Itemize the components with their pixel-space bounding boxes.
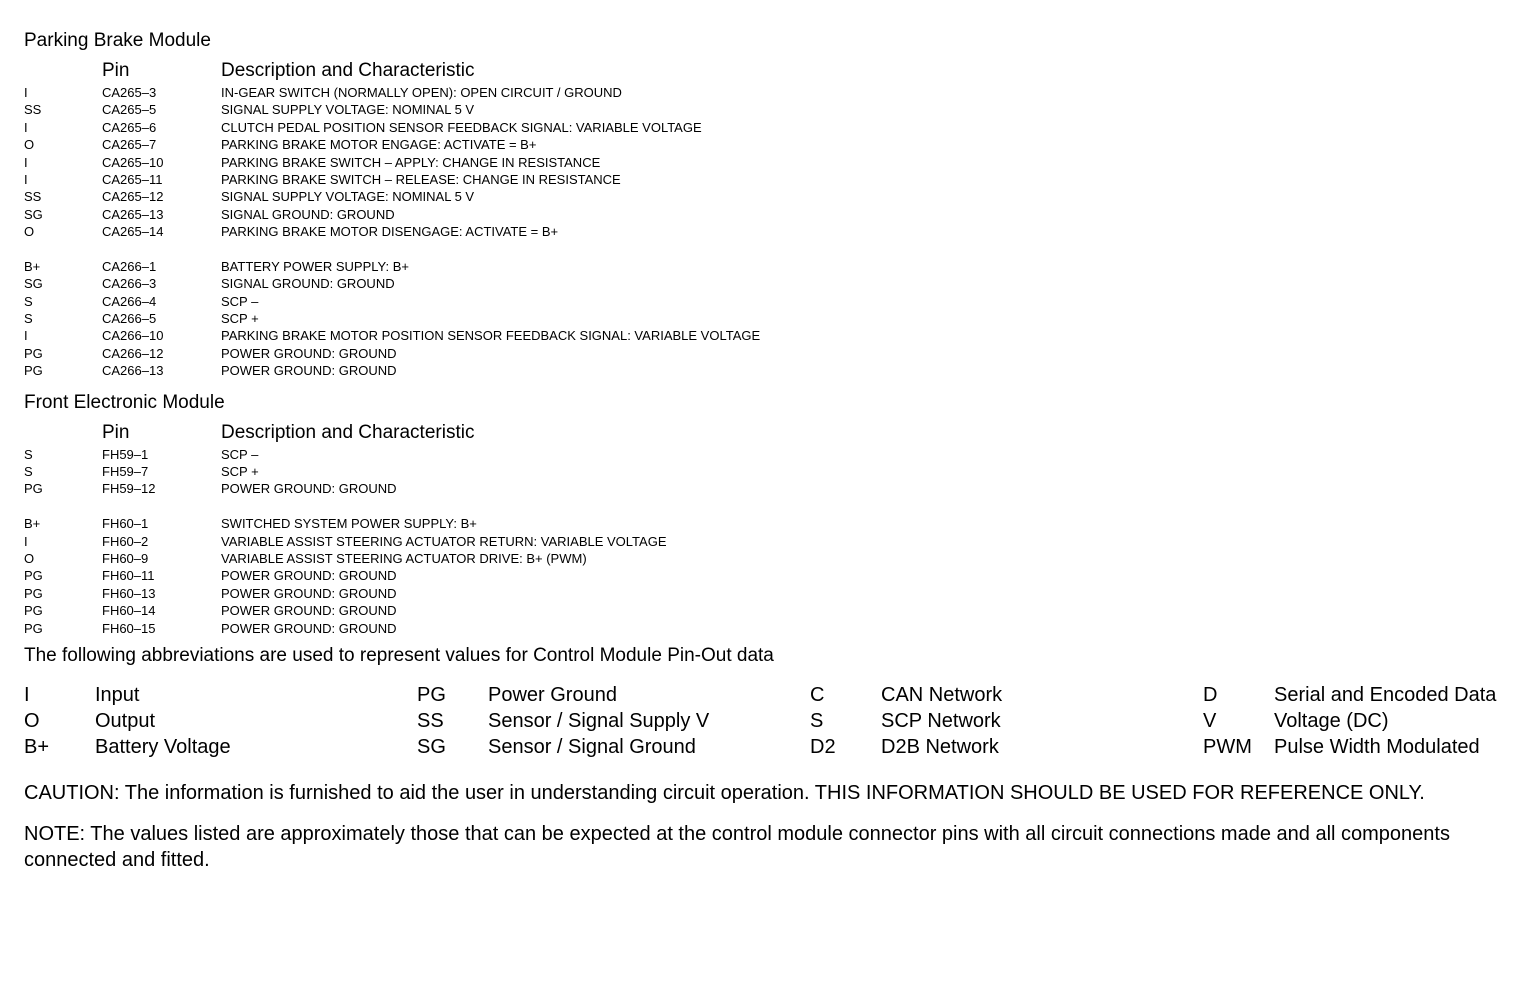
- pin-description: SIGNAL SUPPLY VOLTAGE: NOMINAL 5 V: [221, 102, 475, 118]
- pin-description: SCP +: [221, 464, 259, 480]
- pin-row: [24, 310, 1524, 327]
- pin-number: FH59–1: [102, 446, 149, 462]
- pin-description: PARKING BRAKE MOTOR ENGAGE: ACTIVATE = B+: [221, 137, 537, 153]
- pin-type-code: I: [24, 533, 28, 549]
- abbreviation-meaning: Battery Voltage: [95, 735, 231, 758]
- description-column-header: Description and Characteristic: [221, 60, 475, 81]
- pin-type-code: S: [24, 446, 33, 462]
- pin-type-code: PG: [24, 568, 43, 584]
- pin-row: [24, 480, 1524, 497]
- connector-group-spacer: [24, 498, 1524, 515]
- pin-row: [24, 136, 1524, 153]
- pin-column-header: Pin: [102, 60, 130, 81]
- abbreviation-code: D2: [810, 735, 836, 758]
- description-column-header: Description and Characteristic: [221, 421, 475, 443]
- pin-type-code: SS: [24, 102, 42, 118]
- pinout-document: [24, 30, 1524, 873]
- pin-type-code: I: [24, 85, 28, 100]
- pin-number: FH60–14: [102, 603, 156, 619]
- pin-description: POWER GROUND: GROUND: [221, 620, 397, 636]
- pin-row: [24, 533, 1524, 550]
- pin-column-header: Pin: [102, 421, 130, 443]
- abbreviation-code: C: [810, 683, 825, 706]
- abbreviation-meaning: Voltage (DC): [1274, 709, 1389, 732]
- pin-type-code: SG: [24, 276, 43, 292]
- pin-number: CA266–4: [102, 293, 157, 309]
- pin-number: CA265–13: [102, 206, 164, 222]
- pin-row: [24, 515, 1524, 532]
- pin-description: VARIABLE ASSIST STEERING ACTUATOR DRIVE: B+ (PWM): [221, 550, 587, 566]
- abbreviation-code: PWM: [1203, 735, 1252, 758]
- abbreviation-code: I: [24, 683, 30, 706]
- pin-type-code: S: [24, 464, 33, 480]
- abbreviations-title: The following abbreviations are used to represent values for Control Module Pin-Out data: [24, 644, 774, 666]
- pin-number: CA265–14: [102, 224, 164, 240]
- pin-row: [24, 154, 1524, 171]
- pin-row: [24, 223, 1524, 240]
- abbreviation-entry: [810, 682, 1203, 708]
- abbreviation-entry: [1203, 708, 1536, 734]
- abbreviation-code: S: [810, 709, 824, 732]
- module-section: [24, 392, 1524, 637]
- pin-row: [24, 275, 1524, 292]
- pin-number: FH59–12: [102, 481, 156, 497]
- pin-description: POWER GROUND: GROUND: [221, 603, 397, 619]
- pin-type-code: PG: [24, 620, 43, 636]
- section-title: Front Electronic Module: [24, 391, 225, 413]
- caution-text: CAUTION: The information is furnished to aid the user in understanding circuit operation. THIS INFORMATION SHOULD BE USED FOR REFERENCE ONLY.: [24, 781, 1425, 804]
- abbreviation-code: PG: [417, 683, 446, 706]
- abbreviation-entry: [1203, 734, 1536, 760]
- abbreviation-entry: [417, 734, 810, 760]
- pin-type-code: O: [24, 137, 35, 153]
- column-header-row: [24, 422, 1524, 444]
- pin-number: CA266–13: [102, 363, 164, 379]
- pin-number: FH60–15: [102, 620, 156, 636]
- pin-type-code: PG: [24, 345, 43, 361]
- abbreviation-meaning: Serial and Encoded Data: [1274, 683, 1497, 706]
- pin-description: SCP +: [221, 311, 259, 327]
- pin-type-code: B+: [24, 258, 41, 274]
- pin-number: CA266–1: [102, 258, 157, 274]
- abbreviation-entry: [810, 708, 1203, 734]
- pin-row: [24, 585, 1524, 602]
- pin-type-code: S: [24, 293, 33, 309]
- connector-group-spacer: [24, 241, 1524, 258]
- abbreviation-entry: [417, 708, 810, 734]
- abbreviation-code: D: [1203, 683, 1218, 706]
- section-title: Parking Brake Module: [24, 30, 211, 51]
- pin-type-code: I: [24, 119, 28, 135]
- pin-description: POWER GROUND: GROUND: [221, 481, 397, 497]
- pin-type-code: O: [24, 224, 35, 240]
- pin-number: CA265–3: [102, 85, 157, 100]
- pin-number: CA266–12: [102, 345, 164, 361]
- pin-row: [24, 171, 1524, 188]
- pin-row: [24, 258, 1524, 275]
- pin-row: [24, 602, 1524, 619]
- code-column-header: [24, 422, 102, 444]
- pin-description: PARKING BRAKE SWITCH – RELEASE: CHANGE IN RESISTANCE: [221, 171, 621, 187]
- pin-description: VARIABLE ASSIST STEERING ACTUATOR RETURN: VARIABLE VOLTAGE: [221, 533, 667, 549]
- pin-type-code: PG: [24, 481, 43, 497]
- abbreviation-meaning: Sensor / Signal Supply V: [488, 709, 710, 732]
- pin-number: CA265–6: [102, 119, 157, 135]
- pin-description: PARKING BRAKE MOTOR POSITION SENSOR FEEDBACK SIGNAL: VARIABLE VOLTAGE: [221, 328, 761, 344]
- abbreviation-entry: [810, 734, 1203, 760]
- abbreviation-meaning: Output: [95, 709, 156, 732]
- module-section: [24, 30, 1524, 380]
- pin-row: [24, 293, 1524, 310]
- pin-row: [24, 206, 1524, 223]
- pin-description: IN-GEAR SWITCH (NORMALLY OPEN): OPEN CIRCUIT / GROUND: [221, 85, 622, 100]
- pin-type-code: PG: [24, 603, 43, 619]
- pin-type-code: S: [24, 311, 33, 327]
- abbreviation-entry: [24, 682, 417, 708]
- pin-type-code: PG: [24, 363, 43, 379]
- abbreviation-meaning: Power Ground: [488, 683, 617, 706]
- abbreviations-table: [24, 682, 1524, 760]
- abbreviation-meaning: Pulse Width Modulated: [1274, 735, 1480, 758]
- pin-type-code: B+: [24, 516, 41, 532]
- pin-row: [24, 620, 1524, 637]
- note-text: NOTE: The values listed are approximately those that can be expected at the control module connector pins with all circuit connections made and all components connected and fitted.: [24, 822, 1450, 871]
- abbreviation-meaning: Input: [95, 683, 140, 706]
- abbreviation-code: B+: [24, 735, 50, 758]
- pin-row: [24, 188, 1524, 205]
- abbreviation-entry: [24, 734, 417, 760]
- pin-type-code: I: [24, 328, 28, 344]
- pin-row: [24, 446, 1524, 463]
- pin-description: SIGNAL GROUND: GROUND: [221, 206, 395, 222]
- abbreviation-meaning: SCP Network: [881, 709, 1001, 732]
- abbreviation-code: SG: [417, 735, 446, 758]
- pin-row: [24, 345, 1524, 362]
- pin-description: PARKING BRAKE SWITCH – APPLY: CHANGE IN RESISTANCE: [221, 154, 601, 170]
- pin-description: SIGNAL SUPPLY VOLTAGE: NOMINAL 5 V: [221, 189, 475, 205]
- pin-number: CA265–5: [102, 102, 157, 118]
- pin-description: BATTERY POWER SUPPLY: B+: [221, 258, 409, 274]
- pin-row: [24, 327, 1524, 344]
- section-spacer: [24, 380, 1524, 392]
- pin-number: FH59–7: [102, 464, 149, 480]
- pin-type-code: I: [24, 171, 28, 187]
- pin-number: FH60–11: [102, 568, 155, 584]
- pin-type-code: I: [24, 154, 28, 170]
- pin-description: POWER GROUND: GROUND: [221, 568, 397, 584]
- pin-number: CA266–3: [102, 276, 157, 292]
- code-column-header: [24, 60, 102, 82]
- pin-description: POWER GROUND: GROUND: [221, 363, 397, 379]
- pin-description: PARKING BRAKE MOTOR DISENGAGE: ACTIVATE = B+: [221, 224, 559, 240]
- pin-number: FH60–2: [102, 533, 149, 549]
- pin-type-code: SS: [24, 189, 42, 205]
- abbreviation-code: V: [1203, 709, 1217, 732]
- pin-row: [24, 362, 1524, 379]
- pin-row: [24, 550, 1524, 567]
- pin-number: FH60–13: [102, 585, 156, 601]
- abbreviation-entry: [1203, 682, 1536, 708]
- abbreviation-meaning: D2B Network: [881, 735, 999, 758]
- pin-row: [24, 463, 1524, 480]
- abbreviation-meaning: CAN Network: [881, 683, 1003, 706]
- pin-number: CA265–11: [102, 171, 163, 187]
- pin-description: SIGNAL GROUND: GROUND: [221, 276, 395, 292]
- abbreviation-code: O: [24, 709, 40, 732]
- abbreviation-entry: [24, 708, 417, 734]
- pin-type-code: O: [24, 550, 35, 566]
- pin-description: POWER GROUND: GROUND: [221, 585, 397, 601]
- pin-row: [24, 84, 1524, 101]
- pin-description: POWER GROUND: GROUND: [221, 345, 397, 361]
- pin-row: [24, 101, 1524, 118]
- pin-number: CA266–5: [102, 311, 157, 327]
- module-sections: [24, 30, 1524, 637]
- pin-number: CA265–10: [102, 154, 164, 170]
- pin-type-code: PG: [24, 585, 43, 601]
- pin-number: CA265–7: [102, 137, 157, 153]
- abbreviation-code: SS: [417, 709, 444, 732]
- pin-row: [24, 567, 1524, 584]
- pin-number: FH60–1: [102, 516, 149, 532]
- pin-description: SCP –: [221, 446, 259, 462]
- pin-number: CA266–10: [102, 328, 164, 344]
- pin-row: [24, 119, 1524, 136]
- abbreviation-entry: [417, 682, 810, 708]
- pin-type-code: SG: [24, 206, 43, 222]
- pin-number: FH60–9: [102, 550, 149, 566]
- abbreviation-meaning: Sensor / Signal Ground: [488, 735, 696, 758]
- pin-number: CA265–12: [102, 189, 164, 205]
- pin-description: SWITCHED SYSTEM POWER SUPPLY: B+: [221, 516, 477, 532]
- column-header-row: [24, 60, 1524, 82]
- pin-description: CLUTCH PEDAL POSITION SENSOR FEEDBACK SIGNAL: VARIABLE VOLTAGE: [221, 119, 702, 135]
- pin-description: SCP –: [221, 293, 259, 309]
